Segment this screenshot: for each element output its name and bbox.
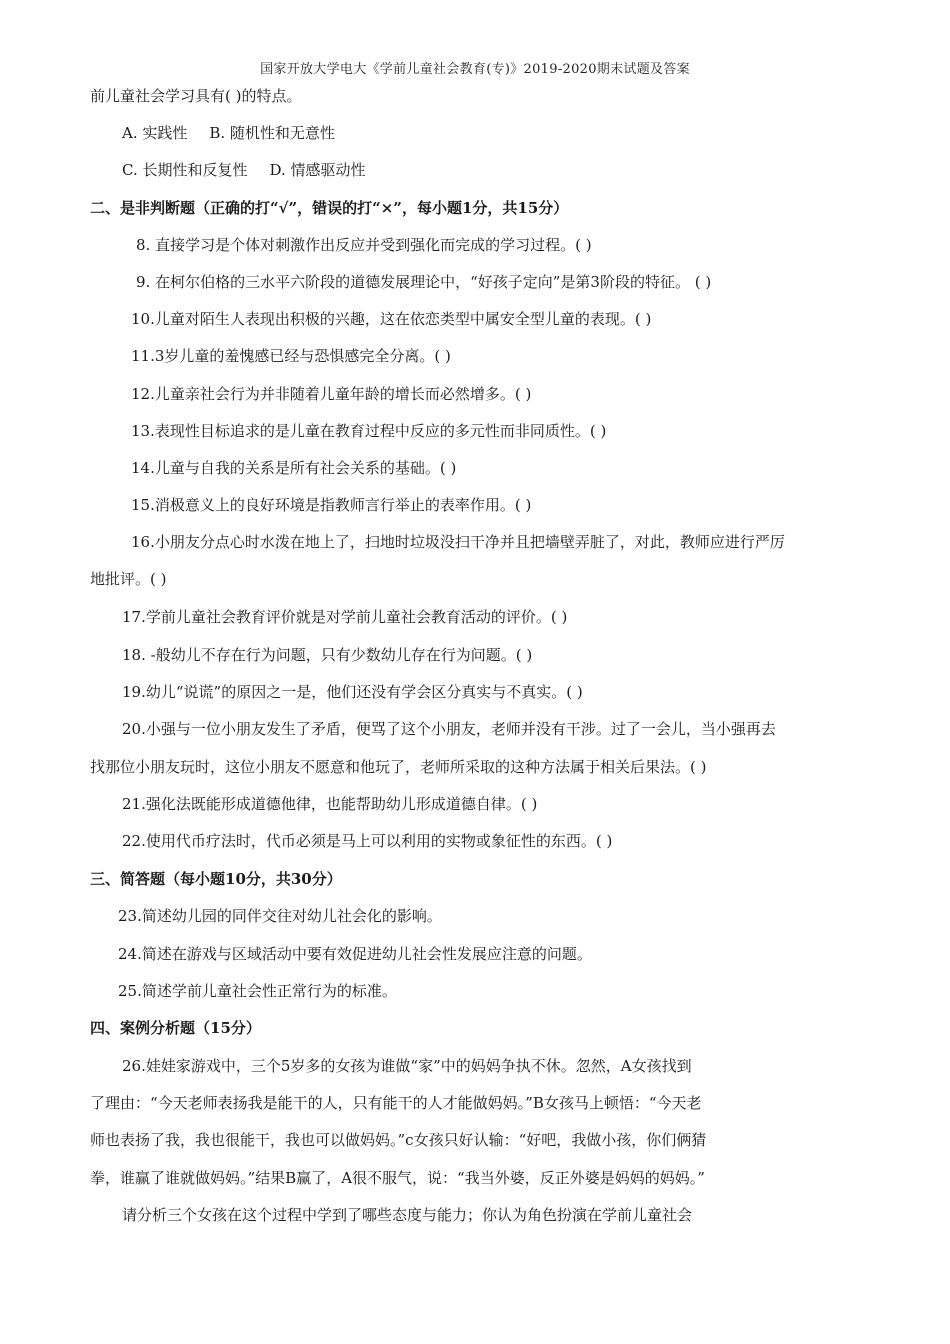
question-20-line-2: 找那位小朋友玩时，这位小朋友不愿意和他玩了，老师所采取的这种方法属于相关后果法。( ) [90, 758, 707, 776]
question-20-line-1: 20.小强与一位小朋友发生了矛盾，便骂了这个小朋友，老师并没有干涉。过了一会儿，当小强再去 [122, 720, 776, 738]
question-17: 17.学前儿童社会教育评价就是对学前儿童社会教育活动的评价。( ) [122, 608, 568, 626]
question-22: 22.使用代币疗法时，代币必须是马上可以利用的实物或象征性的东西。( ) [122, 832, 613, 850]
case-line-2: 了理由：“今天老师表扬我是能干的人，只有能干的人才能做妈妈。”B女孩马上顿悟：“今天老 [90, 1094, 702, 1112]
option-row-cd [122, 160, 366, 180]
question-11: 11.3岁儿童的羞愧感已经与恐惧感完全分离。( ) [131, 347, 451, 365]
case-line-5: 请分析三个女孩在这个过程中学到了哪些态度与能力；你认为角色扮演在学前儿童社会 [122, 1206, 693, 1224]
question-13: 13.表现性目标追求的是儿童在教育过程中反应的多元性而非同质性。( ) [131, 422, 607, 440]
option-c: C. 长期性和反复性 [122, 161, 248, 179]
question-19: 19.幼儿“说谎”的原因之一是，他们还没有学会区分真实与不真实。( ) [122, 683, 583, 701]
question-24: 24.简述在游戏与区域活动中要有效促进幼儿社会性发展应注意的问题。 [118, 945, 592, 963]
question-25: 25.简述学前儿童社会性正常行为的标准。 [118, 982, 397, 1000]
question-16-line-1: 16.小朋友分点心时水泼在地上了，扫地时垃圾没扫干净并且把墙壁弄脏了，对此，教师应进行严厉 [131, 533, 785, 551]
option-a: A. 实践性 [122, 124, 188, 142]
question-15: 15.消极意义上的良好环境是指教师言行举止的表率作用。( ) [131, 496, 532, 514]
option-row-ab [122, 123, 335, 143]
question-16-line-2: 地批评。( ) [90, 570, 167, 588]
question-8: 8. 直接学习是个体对刺激作出反应并受到强化而完成的学习过程。( ) [136, 236, 592, 254]
question-9: 9. 在柯尔伯格的三水平六阶段的道德发展理论中，“好孩子定向”是第3阶段的特征。 ( ) [136, 273, 712, 291]
case-line-3: 师也表扬了我，我也很能干，我也可以做妈妈。”c女孩只好认输：“好吧，我做小孩，你们俩猜 [90, 1131, 707, 1149]
question-18: 18. -般幼儿不存在行为问题，只有少数幼儿存在行为问题。( ) [122, 646, 533, 664]
question-tail: 前儿童社会学习具有( )的特点。 [90, 87, 302, 105]
question-21: 21.强化法既能形成道德他律，也能帮助幼儿形成道德自律。( ) [122, 795, 538, 813]
section-4-title: 四、案例分析题（15分） [90, 1019, 261, 1037]
question-10: 10.儿童对陌生人表现出积极的兴趣，这在依恋类型中属安全型儿童的表现。( ) [131, 310, 652, 328]
section-2-title: 二、是非判断题（正确的打“√”，错误的打“×”，每小题1分，共15分） [90, 199, 569, 217]
question-23: 23.简述幼儿园的同伴交往对幼儿社会化的影响。 [118, 907, 442, 925]
section-3-title: 三、简答题（每小题10分，共30分） [90, 870, 342, 888]
page-header: 国家开放大学电大《学前儿童社会教育(专)》2019-2020期末试题及答案 [260, 62, 690, 77]
option-d: D. 情感驱动性 [269, 161, 366, 179]
option-b: B. 随机性和无意性 [209, 124, 335, 142]
question-12: 12.儿童亲社会行为并非随着儿童年龄的增长而必然增多。( ) [131, 385, 532, 403]
question-14: 14.儿童与自我的关系是所有社会关系的基础。( ) [131, 459, 457, 477]
case-line-4: 拳，谁赢了谁就做妈妈。”结果B赢了，A很不服气，说：“我当外婆，反正外婆是妈妈的妈妈。” [90, 1169, 705, 1187]
case-line-1: 26.娃娃家游戏中，三个5岁多的女孩为谁做“家”中的妈妈争执不休。忽然，A女孩找到 [122, 1057, 692, 1075]
